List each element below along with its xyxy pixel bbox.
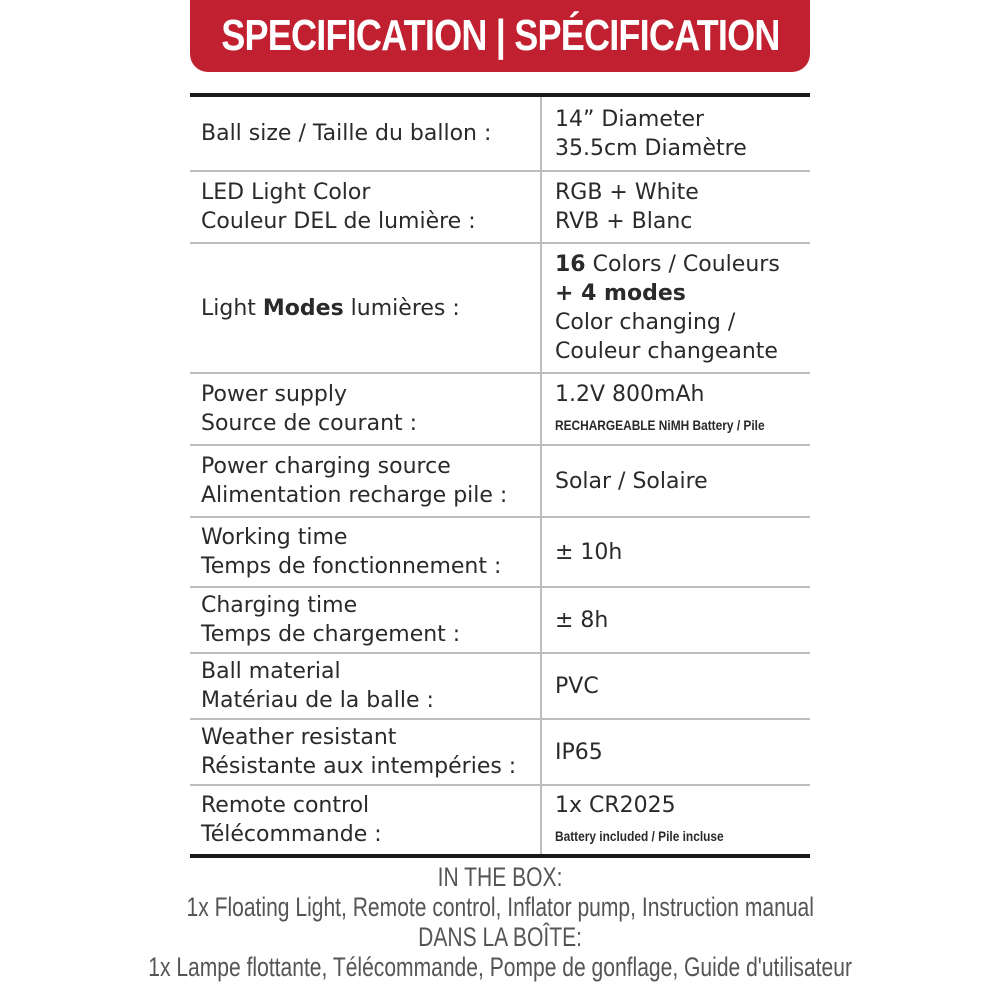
spec-label	[190, 720, 542, 784]
spec-value	[542, 518, 810, 586]
label-line: Working time	[201, 525, 348, 550]
value-text: Colors / Couleurs	[585, 252, 780, 277]
value-note: RECHARGEABLE NiMH Battery / Pile	[555, 417, 765, 433]
spec-value	[542, 172, 810, 242]
spec-value	[542, 374, 810, 444]
table-row	[190, 244, 810, 374]
table-row	[190, 654, 810, 720]
label-line: Ball material	[201, 659, 341, 684]
spec-label	[190, 786, 542, 854]
value-bold: 4 modes	[581, 281, 686, 306]
value-bold: +	[555, 281, 582, 306]
table-row	[190, 588, 810, 654]
spec-value	[542, 786, 810, 854]
spec-label	[190, 446, 542, 516]
box-items-en: 1x Floating Light, Remote control, Inflator pump, Instruction manual	[186, 892, 814, 922]
label-line	[201, 294, 540, 323]
value-line: RVB + Blanc	[555, 209, 693, 234]
table-row	[190, 97, 810, 172]
table-row	[190, 446, 810, 518]
spec-value	[542, 654, 810, 718]
spec-label	[190, 654, 542, 718]
value-bold: 16	[555, 252, 586, 277]
label-line: Alimentation recharge pile :	[201, 483, 508, 508]
value-line: 1x CR2025	[555, 793, 676, 818]
spec-value	[542, 446, 810, 516]
value-line: Solar / Solaire	[555, 468, 708, 494]
label-text: Light	[201, 295, 263, 321]
spec-label	[190, 374, 542, 444]
label-line: Résistante aux intempéries :	[201, 754, 517, 779]
spec-value	[542, 588, 810, 652]
label-line: Weather resistant	[201, 725, 397, 750]
label-line: Power supply	[201, 382, 347, 407]
value-line: IP65	[555, 739, 603, 765]
value-line: Couleur changeante	[555, 339, 778, 364]
label-line: Télécommande :	[201, 822, 382, 847]
value-line: ± 10h	[555, 539, 623, 565]
spec-value	[542, 244, 810, 372]
spec-label	[190, 172, 542, 242]
spec-value	[542, 97, 810, 170]
label-line: Temps de chargement :	[201, 622, 461, 647]
table-row	[190, 786, 810, 854]
in-the-box-section	[0, 862, 1000, 982]
label-line: Charging time	[201, 593, 358, 618]
spec-label	[190, 244, 542, 372]
value-line: 35.5cm Diamètre	[555, 135, 747, 161]
spec-label	[190, 588, 542, 652]
value-line: ± 8h	[555, 607, 609, 633]
box-items-fr: 1x Lampe flottante, Télécommande, Pompe de gonflage, Guide d'utilisateur	[148, 952, 852, 982]
label-line: LED Light Color	[201, 180, 371, 205]
label-line: Remote control	[201, 793, 370, 818]
label-line: Ball size / Taille du ballon :	[201, 121, 492, 146]
label-line: Matériau de la balle :	[201, 688, 434, 713]
label-bold: Modes	[262, 295, 344, 321]
value-line: Color changing /	[555, 310, 736, 335]
value-line: 1.2V 800mAh	[555, 382, 705, 407]
label-line: Power charging source	[201, 454, 451, 479]
table-row	[190, 374, 810, 446]
value-note: Battery included / Pile incluse	[555, 828, 724, 844]
spec-table	[190, 93, 810, 858]
spec-label	[190, 97, 542, 170]
value-line: 14” Diameter	[555, 106, 705, 132]
spec-title-banner	[190, 0, 810, 72]
value-line	[555, 250, 810, 279]
table-row	[190, 518, 810, 588]
label-text: lumières :	[343, 295, 460, 321]
value-line: PVC	[555, 673, 599, 699]
box-title-en: IN THE BOX:	[437, 862, 563, 892]
spec-label	[190, 518, 542, 586]
label-line: Source de courant :	[201, 411, 418, 436]
spec-value	[542, 720, 810, 784]
label-line: Temps de fonctionnement :	[201, 554, 502, 579]
table-row	[190, 172, 810, 244]
table-row	[190, 720, 810, 786]
value-line: RGB + White	[555, 180, 699, 205]
label-line: Couleur DEL de lumière :	[201, 209, 476, 234]
value-line	[555, 279, 810, 308]
spec-title: SPECIFICATION | SPÉCIFICATION	[220, 11, 780, 60]
box-title-fr: DANS LA BOÎTE:	[418, 922, 582, 952]
